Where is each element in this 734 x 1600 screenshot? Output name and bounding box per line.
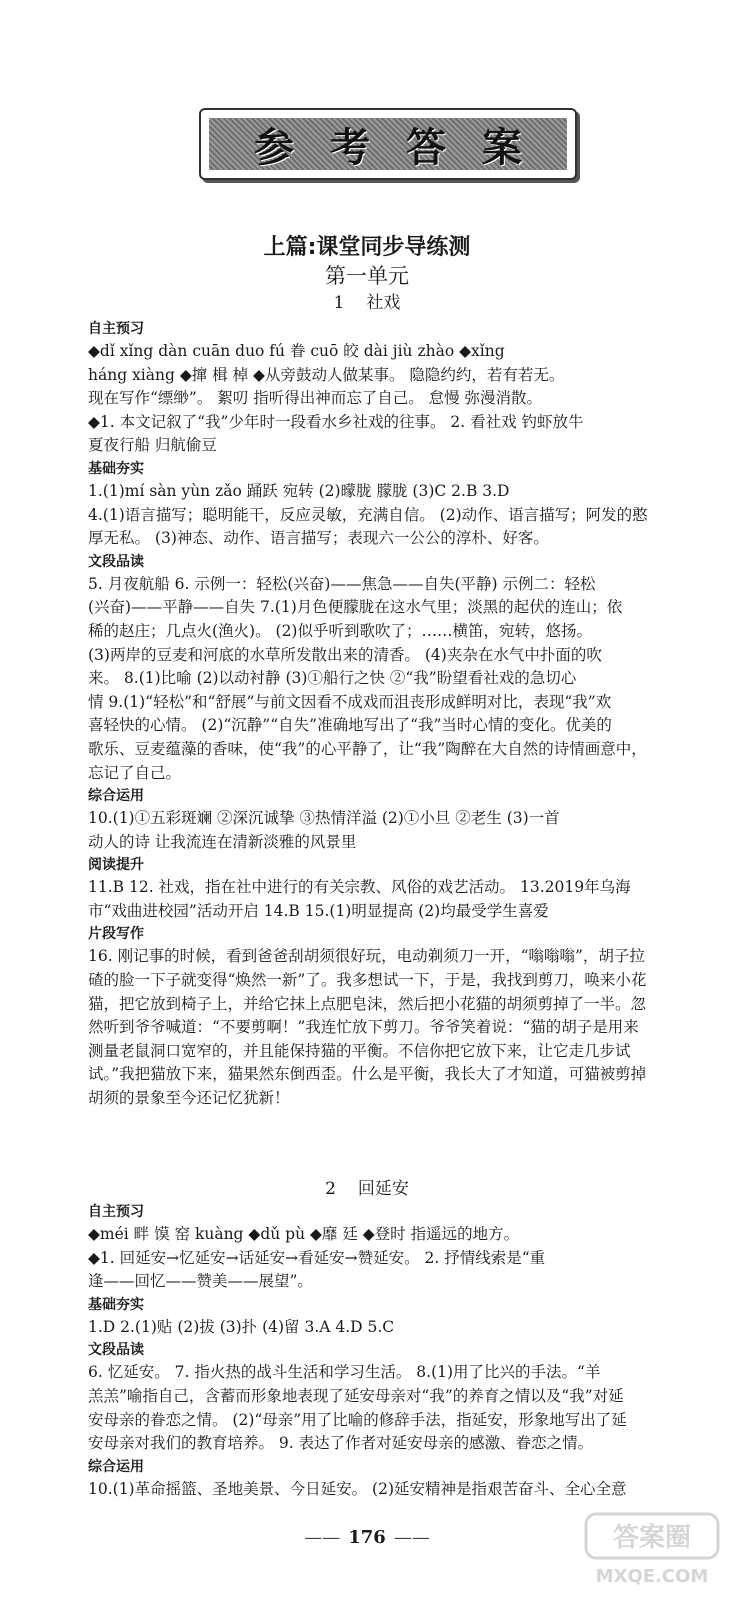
answer-line: 猫，把它放到椅子上，并给它抹上点肥皂沫，然后把小花猫的胡须剪掉了一半。忽 (88, 994, 647, 1013)
answer-line: háng xiàng ◆撺 楫 棹 ◆从旁鼓动人做某事。 隐隐约约，若有若无。 (88, 365, 565, 384)
lesson-number: 1 (333, 293, 345, 313)
answer-line: 安母亲的眷恋之情。 (2)“母亲”用了比喻的修辞手法，指延安，形象地写出了延 (88, 1410, 627, 1429)
answer-line: 歌乐、豆麦蕴藻的香味，使“我”的心平静了，让“我”陶醉在大自然的诗情画意中， (88, 739, 647, 758)
answer-line: 16. 刚记事的时候，看到爸爸刮胡须很好玩，电动剃须刀一开，“嗡嗡嗡”，胡子拉 (88, 947, 645, 966)
answer-line: ◆méi 畔 馍 窑 kuàng ◆dǔ pù ◆靡 廷 ◆登时 指遥远的地方。 (88, 1225, 520, 1243)
answer-line: 逢——回忆——赞美——展望”。 (88, 1272, 313, 1291)
banner-title: 参考答案 (254, 124, 558, 171)
section-heading: 自主预习 (88, 321, 144, 337)
section-heading: 基础夯实 (88, 460, 144, 477)
answer-line: 胡须的景象至今还记忆犹新！ (88, 1089, 290, 1108)
answer-line: (兴奋)——平静——自失 7.(1)月色便朦胧在这水气里；淡黑的起伏的连山；依 (88, 598, 623, 617)
answer-line: 喜轻快的心情。 (2)“沉静”“自失”准确地写出了“我”当时心情的变化。优美的 (88, 716, 612, 735)
banner-pattern (209, 118, 567, 170)
section-heading: 文段品读 (88, 553, 144, 570)
answer-line: (3)两岸的豆麦和河底的水草所发散出来的清香。 (4)夹杂在水气中扑面的吹 (88, 645, 602, 664)
lesson-2-content (88, 1201, 688, 1501)
answer-line: 10.(1)①五彩斑斓 ②深沉诚挚 ③热情洋溢 (2)①小旦 ②老生 (3)一首 (88, 809, 560, 828)
watermark-text: 答案圈 (612, 1523, 692, 1553)
lesson-name: 社戏 (366, 293, 401, 313)
page-number: —— 176 —— (304, 1527, 430, 1548)
lesson-1-title (0, 291, 734, 315)
section-heading: 片段写作 (88, 926, 144, 943)
answer-line: 来。 8.(1)比喻 (2)以动衬静 (3)①船行之快 ②“我”盼望看社戏的急切心 (88, 669, 577, 688)
answer-line: 然听到爷爷喊道：“不要剪啊！”我连忙放下剪刀。爷爷笑着说：“猫的胡子是用来 (88, 1018, 639, 1037)
section-heading: 综合运用 (88, 1458, 144, 1475)
watermark-logo (582, 1510, 722, 1590)
answer-line: 市“戏曲进校园”活动开启 14.B 15.(1)明显提高 (2)均最受学生喜爱 (88, 901, 549, 920)
section-heading: 自主预习 (88, 1204, 144, 1220)
answer-line: 11.B 12. 社戏，指在社中进行的有关宗教、风俗的戏艺活动。 13.2019年乌海 (88, 878, 631, 897)
answer-line: 碴的脸一下子就变得“焕然一新”了。我多想试一下，于是，我找到剪刀，唤来小花 (88, 971, 647, 990)
answer-line: 4.(1)语言描写；聪明能干，反应灵敏，充满自信。 (2)动作、语言描写；阿发的憨 (88, 505, 648, 524)
answer-line: 稀的赵庄；几点火(渔火)。 (2)似乎听到歌吹了；……横笛，宛转，悠扬。 (88, 621, 592, 640)
answer-line: 10.(1)革命摇篮、圣地美景、今日延安。 (2)延安精神是指艰苦奋斗、全心全意 (88, 1479, 627, 1498)
answer-line: 情 9.(1)“轻松”和“舒展”与前文因看不成戏而沮丧形成鲜明对比，表现“我”欢 (88, 692, 612, 711)
answer-line: ◆1. 回延安→忆延安→话延安→看延安→赞延安。 2. 抒情线索是“重 (88, 1248, 546, 1267)
answer-line: 忘记了自己。 (88, 763, 182, 782)
part-title: 上篇:课堂同步导练测 (263, 235, 471, 260)
answer-line: ◆dǐ xǐng dàn cuān duo fú 眷 cuō 皎 dài jiù zhào ◆xǐng (88, 342, 505, 360)
watermark-url: MXQE.COM (595, 1566, 709, 1587)
page-number-value: 176 (348, 1527, 386, 1548)
section-heading: 阅读提升 (88, 857, 144, 874)
answer-line: 羔羔”喻指自己，含蓄而形象地表现了延安母亲对“我”的养育之情以及“我”对延 (88, 1386, 624, 1405)
answer-line: 6. 忆延安。 7. 指火热的战斗生活和学习生活。 8.(1)用了比兴的手法。“羊 (88, 1363, 601, 1382)
answer-line: 1.(1)mí sàn yùn zǎo 踊跃 宛转 (2)曚胧 朦胧 (3)C 2.B 3.D (88, 481, 510, 500)
lesson-number: 2 (325, 1179, 336, 1199)
answer-line: 测量老鼠洞口宽窄的，并且能保持猫的平衡。不信你把它放下来，让它走几步试 (88, 1041, 631, 1060)
answer-line: 5. 月夜航船 6. 示例一：轻松(兴奋)——焦急——自失(平静) 示例二：轻松 (88, 574, 596, 593)
lesson-name: 回延安 (357, 1179, 409, 1199)
answer-line: ◆1. 本文记叙了“我”少年时一段看水乡社戏的往事。 2. 看社戏 钓虾放牛 (88, 412, 584, 431)
answer-line: 夏夜行船 归航偷豆 (88, 436, 217, 455)
lesson-2-title (0, 1177, 734, 1201)
unit-title: 第一单元 (325, 264, 409, 288)
answer-line: 1.D 2.(1)贴 (2)拔 (3)扑 (4)留 3.A 4.D 5.C (88, 1317, 395, 1336)
section-heading: 综合运用 (88, 788, 144, 805)
answer-line: 厚无私。 (3)神态、动作、语言描写；表现六一公公的淳朴、好客。 (88, 529, 549, 548)
answer-line: 动人的诗 让我流连在清新淡雅的风景里 (88, 832, 357, 851)
answer-line: 安母亲对我们的教育培养。 9. 表达了作者对延安母亲的感激、眷恋之情。 (88, 1434, 594, 1453)
answer-line: 试。”我把猫放下来，猫果然东倒西歪。什么是平衡，我长大了才知道，可猫被剪掉 (88, 1065, 647, 1084)
answer-line: 现在写作“缥缈”。 絮叨 指听得出神而忘了自己。 怠慢 弥漫消散。 (88, 389, 543, 408)
section-heading: 文段品读 (88, 1342, 144, 1359)
lesson-1-content (88, 318, 688, 1111)
answer-key-banner (199, 108, 577, 180)
section-heading: 基础夯实 (88, 1296, 144, 1313)
